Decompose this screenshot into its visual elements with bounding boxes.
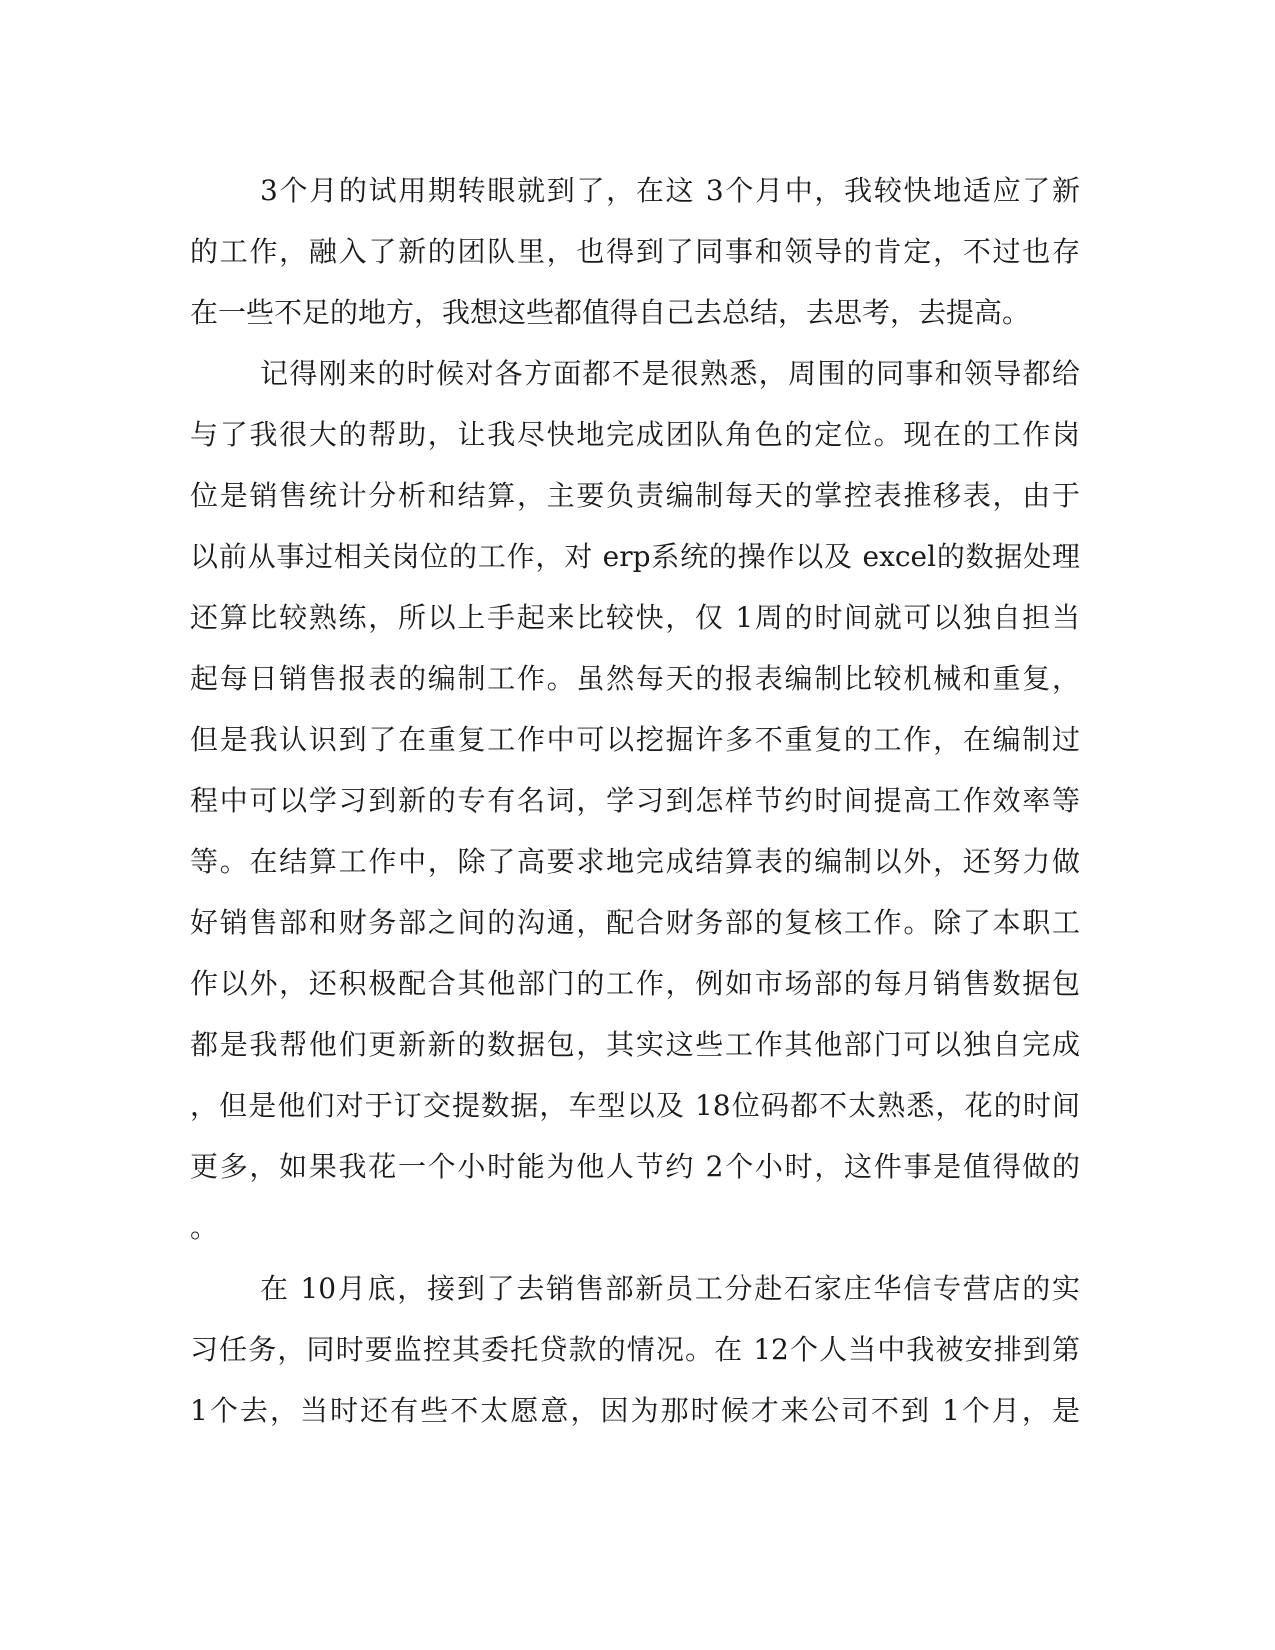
text-line: 习任务，同时要监控其委托贷款的情况。在 12个人当中我被安排到第: [190, 1333, 1080, 1366]
text-line: 更多，如果我花一个小时能为他人节约 2个小时，这件事是值得做的: [190, 1150, 1080, 1183]
document-body: [190, 160, 1080, 1441]
text-line: 位是销售统计分析和结算，主要负责编制每天的掌控表推移表，由于: [190, 479, 1080, 512]
text-line: 。: [190, 1211, 219, 1244]
text-line: 的工作，融入了新的团队里，也得到了同事和领导的肯定，不过也存: [190, 235, 1080, 268]
paragraph-3: [190, 1258, 1080, 1441]
text-line: 3个月的试用期转眼就到了，在这 3个月中，我较快地适应了新: [260, 174, 1080, 207]
text-line: ，但是他们对于订交提数据，车型以及 18位码都不太熟悉，花的时间: [190, 1089, 1080, 1122]
text-line: 但是我认识到了在重复工作中可以挖掘许多不重复的工作，在编制过: [190, 723, 1080, 756]
text-line: 程中可以学习到新的专有名词，学习到怎样节约时间提高工作效率等: [190, 784, 1080, 817]
text-line: 还算比较熟练，所以上手起来比较快，仅 1周的时间就可以独自担当: [190, 601, 1080, 634]
text-line: 作以外，还积极配合其他部门的工作，例如市场部的每月销售数据包: [190, 967, 1080, 1000]
text-line: 都是我帮他们更新新的数据包，其实这些工作其他部门可以独自完成: [190, 1028, 1080, 1061]
paragraph-1: [190, 160, 1080, 343]
text-line: 1个去，当时还有些不太愿意，因为那时候才来公司不到 1个月，是: [190, 1394, 1080, 1427]
text-line: 与了我很大的帮助，让我尽快地完成团队角色的定位。现在的工作岗: [190, 418, 1080, 451]
text-line: 记得刚来的时候对各方面都不是很熟悉，周围的同事和领导都给: [260, 357, 1080, 390]
text-line: 等。在结算工作中，除了高要求地完成结算表的编制以外，还努力做: [190, 845, 1080, 878]
text-line: 在 10月底，接到了去销售部新员工分赴石家庄华信专营店的实: [260, 1272, 1080, 1305]
text-line: 以前从事过相关岗位的工作，对 erp系统的操作以及 excel的数据处理: [190, 540, 1080, 573]
text-line: 好销售部和财务部之间的沟通，配合财务部的复核工作。除了本职工: [190, 906, 1080, 939]
paragraph-2: [190, 343, 1080, 1258]
text-line: 起每日销售报表的编制工作。虽然每天的报表编制比较机械和重复，: [190, 662, 1080, 695]
text-line: 在一些不足的地方，我想这些都值得自己去总结，去思考，去提高。: [190, 296, 1031, 329]
